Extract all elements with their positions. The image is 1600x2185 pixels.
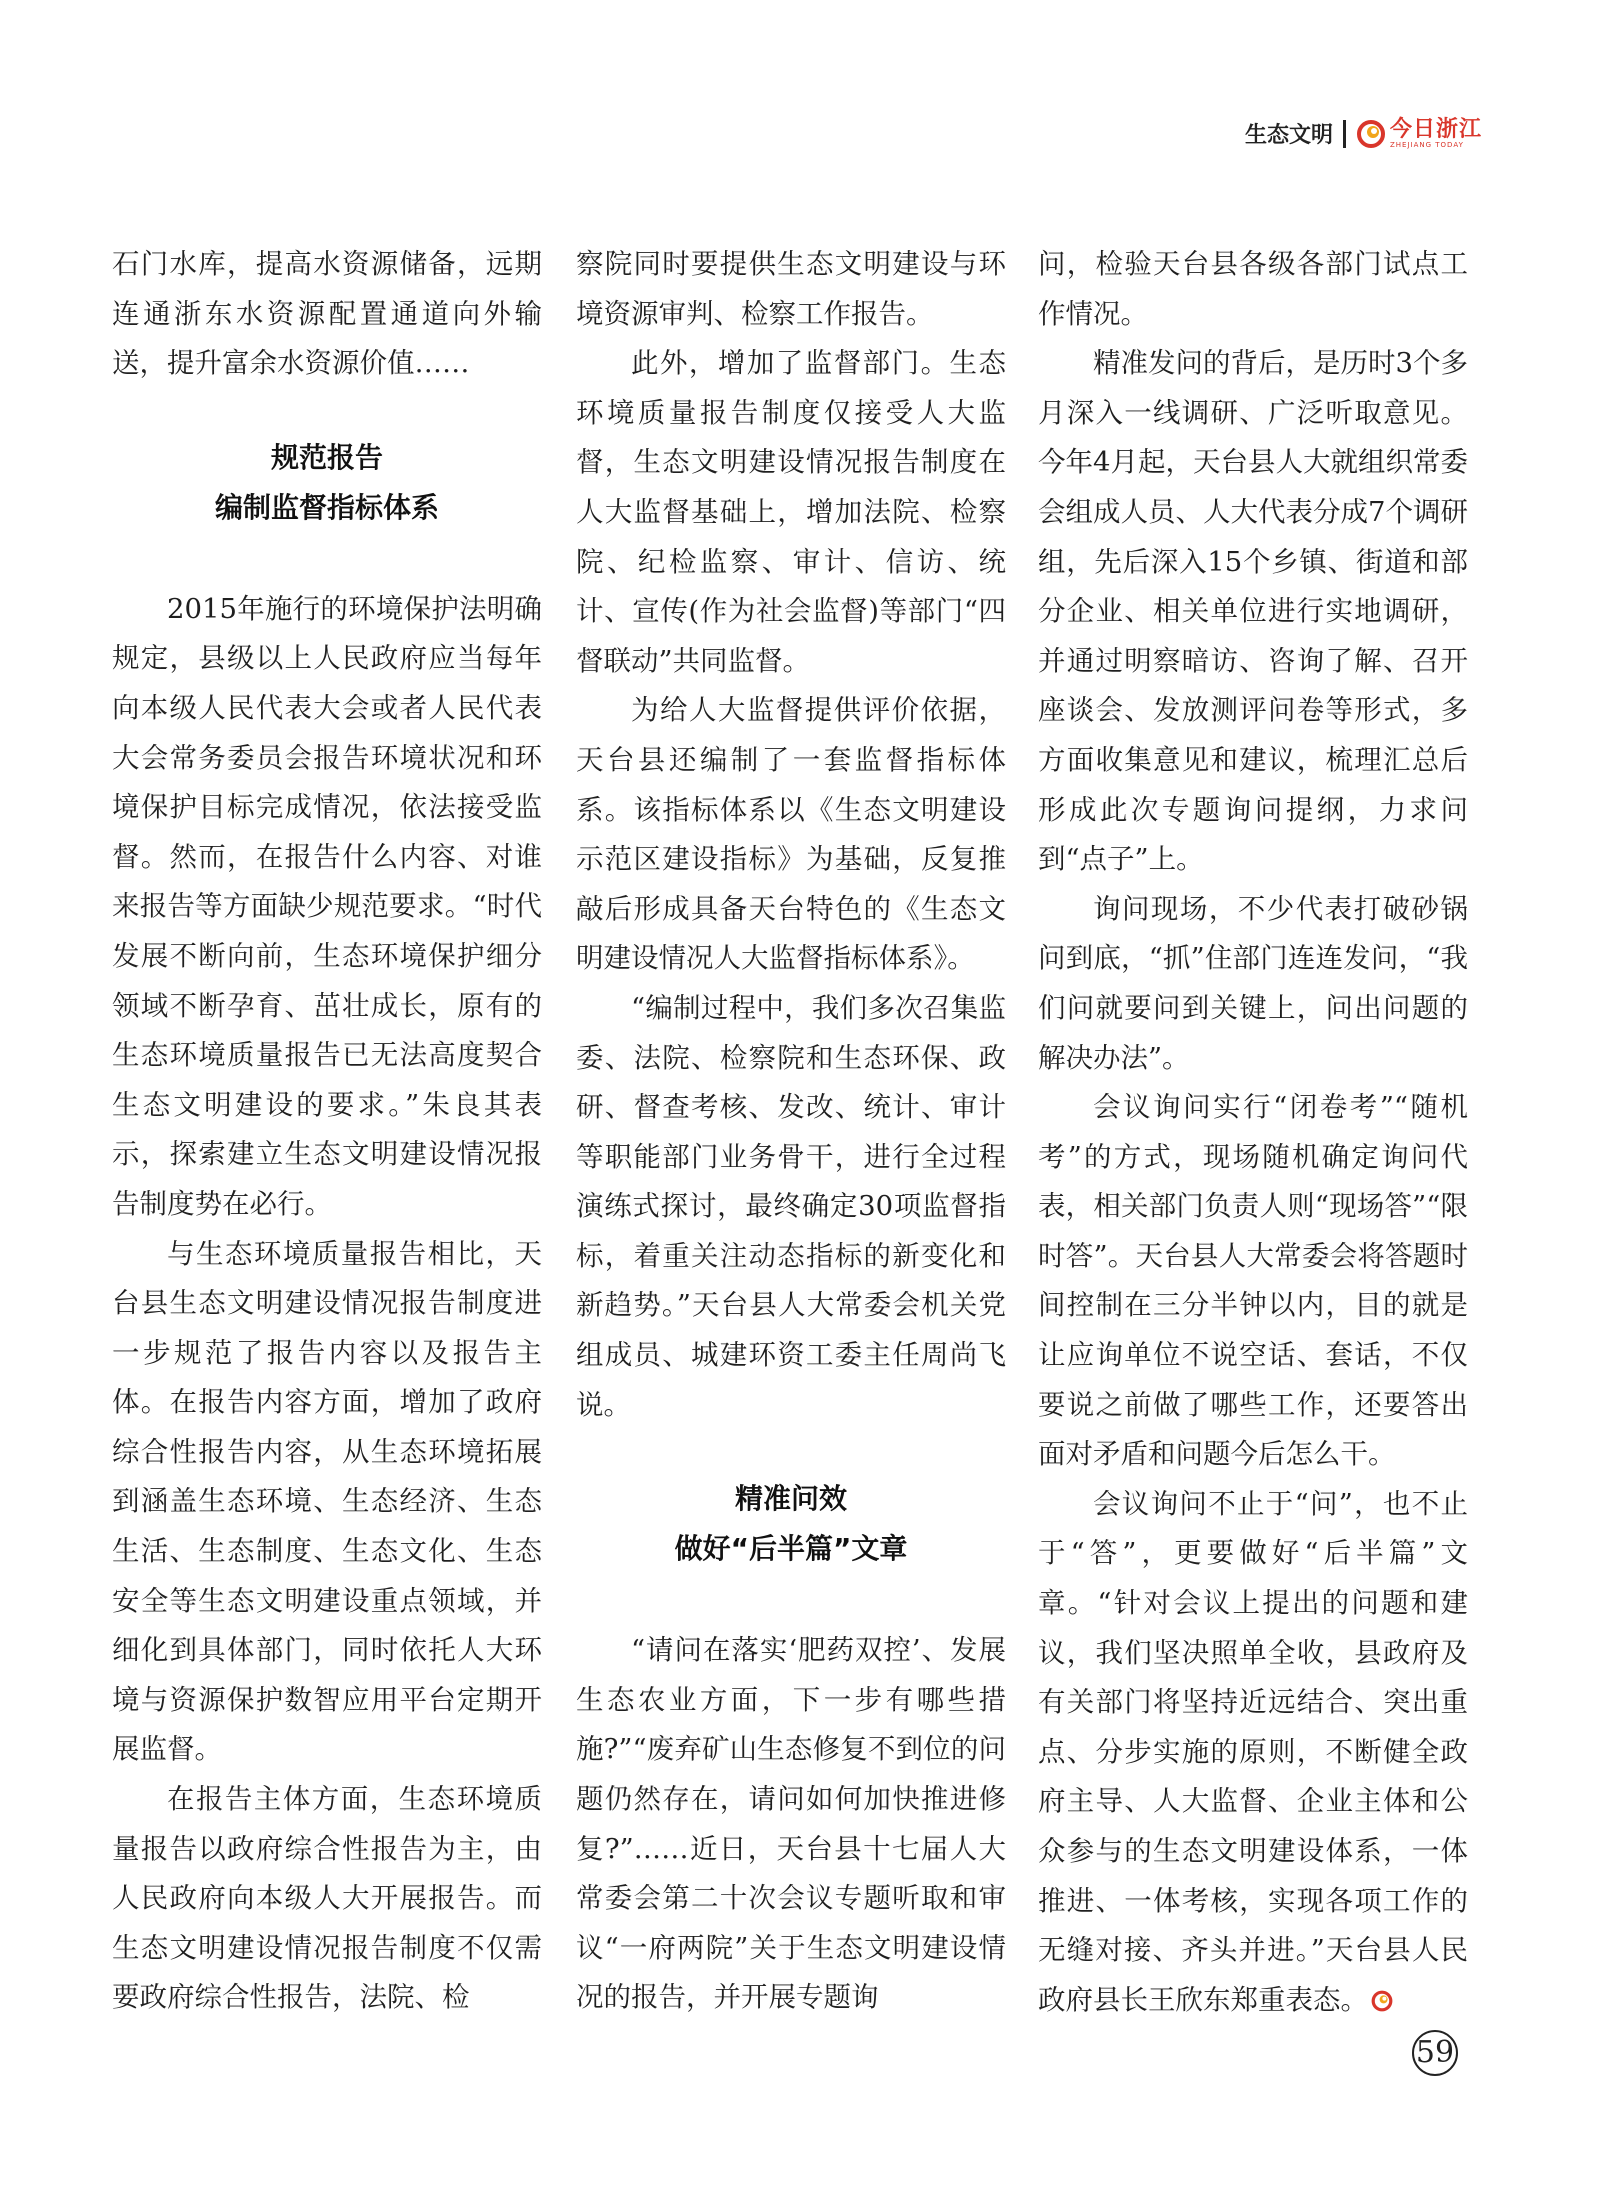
paragraph: “编制过程中，我们多次召集监委、法院、检察院和生态环保、政研、督查考核、发改、统计、审计等职能部门业务骨干，进行全过程演练式探讨，最终确定30项监督指标，着重关注动态指标的新变化和新趋势。”天台县人大常委会机关党组成员、城建环资工委主任周尚飞说。: [576, 991, 1006, 1421]
paragraph: 此外，增加了监督部门。生态环境质量报告制度仅接受人大监督，生态文明建设情况报告制度在人大监督基础上，增加法院、检察院、纪检监察、审计、信访、统计、宣传(作为社会监督)等部门“四督联动”共同监督。: [576, 347, 1006, 677]
section-heading-line: 编制监督指标体系: [214, 490, 439, 524]
logo-swirl-icon: [1356, 119, 1386, 149]
section-name: 生态文明: [1244, 123, 1333, 148]
paragraph: 石门水库，提高水资源储备，远期连通浙东水资源配置通道向外输送，提升富余水资源价值……: [112, 248, 542, 380]
article-column-3: [1038, 240, 1468, 2025]
header-divider: [1343, 120, 1346, 148]
paragraph: 问，检验天台县各级各部门试点工作情况。: [1038, 248, 1468, 330]
section-heading-line: 精准问效: [734, 1482, 847, 1516]
logo-english: ZHEJIANG TODAY: [1389, 141, 1464, 149]
paragraph: 在报告主体方面，生态环境质量报告以政府综合性报告为主，由人民政府向本级人大开展报告。而生态文明建设情况报告制度不仅需要政府综合性报告，法院、检: [112, 1783, 542, 2014]
paragraph: 会议询问实行“闭卷考”“随机考”的方式，现场随机确定询问代表，相关部门负责人则“现场答”“限时答”。天台县人大常委会将答题时间控制在三分半钟以内，目的就是让应询单位不说空话、套话，不仅要说之前做了哪些工作，还要答出面对矛盾和问题今后怎么干。: [1038, 1091, 1468, 1471]
paragraph: 询问现场，不少代表打破砂锅问到底，“抓”住部门连连发问，“我们问就要问到关键上，问出问题的解决办法”。: [1038, 892, 1468, 1074]
paragraph-text: 会议询问不止于“问”，也不止于“答”，更要做好“后半篇”文章。“针对会议上提出的问题和建议，我们坚决照单全收，县政府及有关部门将坚持近远结合、突出重点、分步实施的原则，不断健全政府主导、人大监督、企业主体和公众参与的生态文明建设体系，一体推进、一体考核，实现各项工作的无缝对接、齐头并进。”天台县人民政府县长王欣东郑重表态。: [1038, 1487, 1468, 2016]
logo-text: [1390, 118, 1482, 149]
paragraph: 精准发问的背后，是历时3个多月深入一线调研、广泛听取意见。今年4月起，天台县人大就组织常委会组成人员、人大代表分成7个调研组，先后深入15个乡镇、街道和部分企业、相关单位进行实地调研，并通过明察暗访、咨询了解、召开座谈会、发放测评问卷等形式，多方面收集意见和建议，梳理汇总后形成此次专题询问提纲，力求问到“点子”上。: [1038, 347, 1468, 876]
page-number: 59: [1412, 2030, 1458, 2076]
section-heading-line: 做好“后半篇”文章: [674, 1532, 908, 1566]
paragraph: 察院同时要提供生态文明建设与环境资源审判、检察工作报告。: [576, 248, 1006, 330]
paragraph-last: [1038, 1480, 1468, 2026]
logo-chinese: 今日浙江: [1389, 116, 1482, 142]
paragraph: 为给人大监督提供评价依据，天台县还编制了一套监督指标体系。该指标体系以《生态文明建设示范区建设指标》为基础，反复推敲后形成具备天台特色的《生态文明建设情况人大监督指标体系》。: [576, 694, 1006, 975]
end-mark-icon: [1370, 1989, 1394, 2013]
page-header: [1245, 118, 1482, 149]
article-column-2: [576, 240, 1006, 2023]
paragraph: 与生态环境质量报告相比，天台县生态文明建设情况报告制度进一步规范了报告内容以及报告主体。在报告内容方面，增加了政府综合性报告内容，从生态环境拓展到涵盖生态环境、生态经济、生态生活、生态制度、生态文化、生态安全等生态文明建设重点领域，并细化到具体部门，同时依托人大环境与资源保护数智应用平台定期开展监督。: [112, 1237, 542, 1766]
paragraph: “请问在落实‘肥药双控’、发展生态农业方面，下一步有哪些措施?”“废弃矿山生态修复不到位的问题仍然存在，请问如何加快推进修复?”……近日，天台县十七届人大常委会第二十次会议专题听取和审议“一府两院”关于生态文明建设情况的报告，并开展专题询: [576, 1634, 1006, 2014]
magazine-logo: [1356, 118, 1482, 149]
section-heading-line: 规范报告: [270, 440, 383, 474]
paragraph: 2015年施行的环境保护法明确规定，县级以上人民政府应当每年向本级人民代表大会或者人民代表大会常务委员会报告环境状况和环境保护目标完成情况，依法接受监督。然而，在报告什么内容、对谁来报告等方面缺少规范要求。“时代发展不断向前，生态环境保护细分领域不断孕育、茁壮成长，原有的生态环境质量报告已无法高度契合生态文明建设的要求。”朱良其表示，探索建立生态文明建设情况报告制度势在必行。: [112, 592, 542, 1220]
article-column-1: [112, 240, 542, 2023]
